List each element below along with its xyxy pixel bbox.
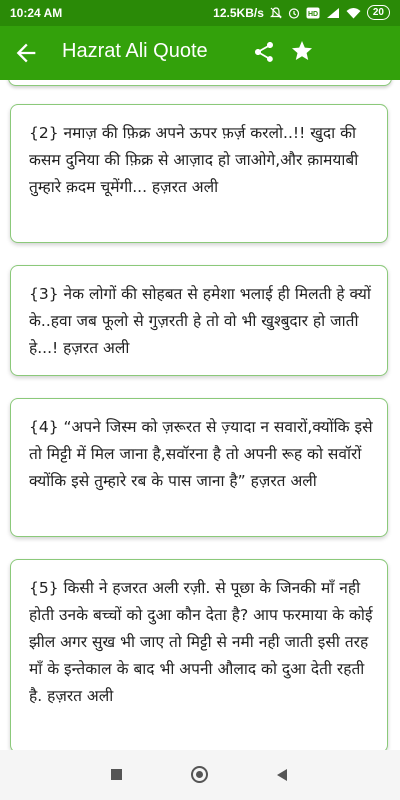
quote-list[interactable] <box>0 80 400 750</box>
status-icons <box>213 5 390 20</box>
quote-text: {5} किसी ने हजरत अली रज़ी. से पूछा के जिनकी माँ नही होती उनके बच्चों को दुआ कौन देता है? आप फरमाया के कोई झील अगर सुख भी जाए तो मिट्टी से नमी नही जाती इसी तरह माँ के इन्तेकाल के बाद भी अपनी औलाद को दुआ देती रहती है. हज़रत अली <box>29 579 373 705</box>
back-triangle-icon[interactable] <box>274 767 290 783</box>
network-speed: 12.5KB/s <box>213 5 264 20</box>
mute-icon <box>270 7 282 19</box>
battery-icon: 20 <box>367 5 390 20</box>
page-title: Hazrat Ali Quote <box>62 40 208 62</box>
share-icon[interactable] <box>252 40 276 64</box>
app-bar <box>0 26 400 80</box>
status-time: 10:24 AM <box>10 6 63 20</box>
signal-icon <box>326 7 340 19</box>
quote-card-partial[interactable] <box>8 80 392 86</box>
svg-text:HD: HD <box>307 10 318 18</box>
quote-card[interactable] <box>10 104 388 243</box>
alarm-icon <box>288 7 300 19</box>
quote-text: {4} “अपने जिस्म को ज़रूरत से ज़्यादा न सवारों,क्योंकि इसे तो मिट्टी में मिल जाना है,सवॉरना है तो अपनी रूह को सवॉरों क्योंकि इसे तुम्हारे रब के पास जाना है” हज़रत अली <box>29 418 373 490</box>
quote-card[interactable] <box>10 559 388 750</box>
volte-icon <box>306 7 320 19</box>
quote-text: {2} नमाज़ की फ़िक्र अपने ऊपर फ़र्ज़ करलो..!! खुदा की कसम दुनिया की फ़िक्र से आज़ाद हो जाओगे,और क़ामयाबी तुम्हारे क़दम चूमेंगी... हज़रत अली <box>29 124 359 196</box>
wifi-icon <box>346 7 361 19</box>
quote-card[interactable] <box>10 398 388 537</box>
star-icon[interactable] <box>290 39 314 63</box>
home-circle-icon[interactable] <box>191 766 208 783</box>
quote-card[interactable] <box>10 265 388 376</box>
system-nav-bar <box>0 750 400 800</box>
recents-square-icon[interactable] <box>111 769 122 780</box>
arrow-left-icon[interactable] <box>12 39 40 67</box>
status-bar <box>0 0 400 26</box>
quote-text: {3} नेक लोगों की सोहबत से हमेशा भलाई ही मिलती हे क्यों के..हवा जब फूलो से गुज़रती हे तो वो भी खुश्बुदार हो जाती हे...! हज़रत अली <box>29 285 371 357</box>
